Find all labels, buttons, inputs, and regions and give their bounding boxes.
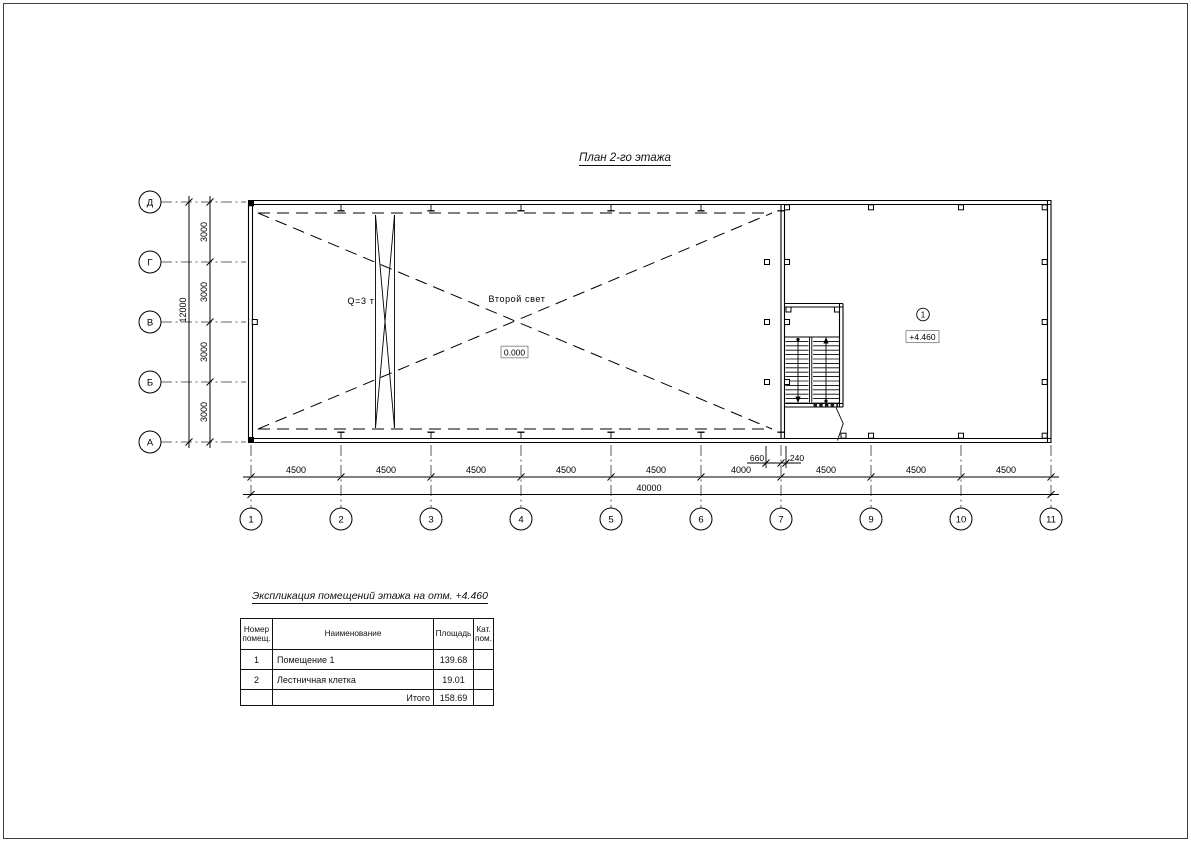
axis-label: Б — [146, 377, 154, 389]
crane-beam — [376, 215, 395, 428]
column-mark — [869, 205, 874, 210]
column-mark — [765, 320, 770, 325]
axis-label: 11 — [1046, 514, 1056, 526]
void-dashed-cross — [258, 213, 772, 429]
dimension-chains — [189, 196, 1059, 495]
cell-cat — [474, 690, 494, 706]
cell-area: 158.69 — [434, 690, 474, 706]
column-mark — [841, 433, 846, 438]
dim-label: 4000 — [730, 465, 752, 475]
column-mark — [786, 307, 791, 312]
axis-extension-lines — [161, 202, 1051, 509]
header-name: Наименование — [273, 619, 434, 650]
cell-num: 2 — [241, 670, 273, 690]
column-mark — [765, 380, 770, 385]
schedule-title-text: Экспликация помещений этажа на отм. +4.460 — [252, 590, 488, 602]
header-area: Площадь — [434, 619, 474, 650]
level-zero-label: 0.000 — [503, 347, 526, 358]
dim-240: 240 — [789, 453, 805, 463]
column-mark — [785, 380, 790, 385]
dim-label: 4500 — [815, 465, 837, 475]
building-walls — [248, 200, 1052, 443]
dim-label: 4500 — [905, 465, 927, 475]
axis-label: 2 — [338, 514, 344, 526]
dim-label: 4500 — [465, 465, 487, 475]
table-row — [241, 670, 494, 690]
dim-label: 4500 — [645, 465, 667, 475]
table-header-row — [241, 619, 494, 650]
room-tag-label: 1 — [920, 310, 926, 320]
column-mark — [959, 433, 964, 438]
column-mark — [785, 320, 790, 325]
axis-label: Г — [147, 257, 153, 269]
cell-area: 139.68 — [434, 650, 474, 670]
drawing-title-text: План 2-го этажа — [579, 152, 671, 164]
dim-660: 660 — [749, 453, 765, 463]
axis-label: 5 — [608, 514, 614, 526]
column-mark — [835, 307, 840, 312]
axis-label: А — [146, 437, 154, 449]
dim-label: 3000 — [199, 401, 209, 423]
axis-label: 4 — [518, 514, 524, 526]
crane-capacity-label: Q=3 т — [347, 296, 375, 306]
axis-label: Д — [146, 197, 154, 209]
axis-label: 7 — [778, 514, 784, 526]
cell-name: Лестничная клетка — [273, 670, 434, 690]
column-mark — [1042, 433, 1047, 438]
axis-label: 10 — [955, 514, 967, 526]
column-mark — [248, 437, 254, 443]
arrow-down-icon — [795, 397, 800, 404]
axis-label: 6 — [698, 514, 704, 526]
axis-label: В — [146, 317, 154, 329]
column-mark — [869, 433, 874, 438]
dim-label: 3000 — [199, 281, 209, 303]
column-mark — [785, 205, 790, 210]
cell-name: Помещение 1 — [273, 650, 434, 670]
header-cat: Кат. пом. — [474, 619, 494, 650]
column-mark — [959, 205, 964, 210]
table-total-row — [241, 690, 494, 706]
cell-total-label: Итого — [273, 690, 434, 706]
axis-label: 9 — [868, 514, 874, 526]
column-mark — [252, 320, 257, 325]
dimension-ticks — [186, 199, 1055, 499]
table-row — [241, 650, 494, 670]
schedule-title — [245, 590, 495, 604]
column-mark — [765, 260, 770, 265]
void-label: Второй свет — [488, 294, 546, 304]
cell-cat — [474, 650, 494, 670]
dim-total-left: 12000 — [178, 297, 188, 323]
axis-label: 1 — [248, 514, 254, 526]
dim-label: 3000 — [199, 221, 209, 243]
stairwell — [785, 304, 844, 441]
column-mark — [1042, 260, 1047, 265]
cell-num: 1 — [241, 650, 273, 670]
dim-total-bottom: 40000 — [636, 483, 662, 493]
column-mark — [1042, 320, 1047, 325]
dim-label: 4500 — [995, 465, 1017, 475]
axis-label: 3 — [428, 514, 434, 526]
column-mark — [248, 200, 254, 206]
room-schedule-table — [240, 618, 494, 706]
cell-area: 19.01 — [434, 670, 474, 690]
dim-label: 4500 — [555, 465, 577, 475]
dim-label: 4500 — [375, 465, 397, 475]
column-mark — [1042, 380, 1047, 385]
cell-num — [241, 690, 273, 706]
level-up-label: +4.460 — [909, 331, 936, 342]
column-marks — [248, 200, 1047, 443]
dim-label: 3000 — [199, 341, 209, 363]
arrow-up-icon — [823, 337, 828, 344]
axis-bubbles — [139, 191, 1062, 530]
dimension-labels — [199, 222, 1016, 475]
dim-label: 4500 — [285, 465, 307, 475]
cell-cat — [474, 670, 494, 690]
header-num: Номер помещ. — [241, 619, 273, 650]
column-mark — [1042, 205, 1047, 210]
column-mark — [785, 260, 790, 265]
